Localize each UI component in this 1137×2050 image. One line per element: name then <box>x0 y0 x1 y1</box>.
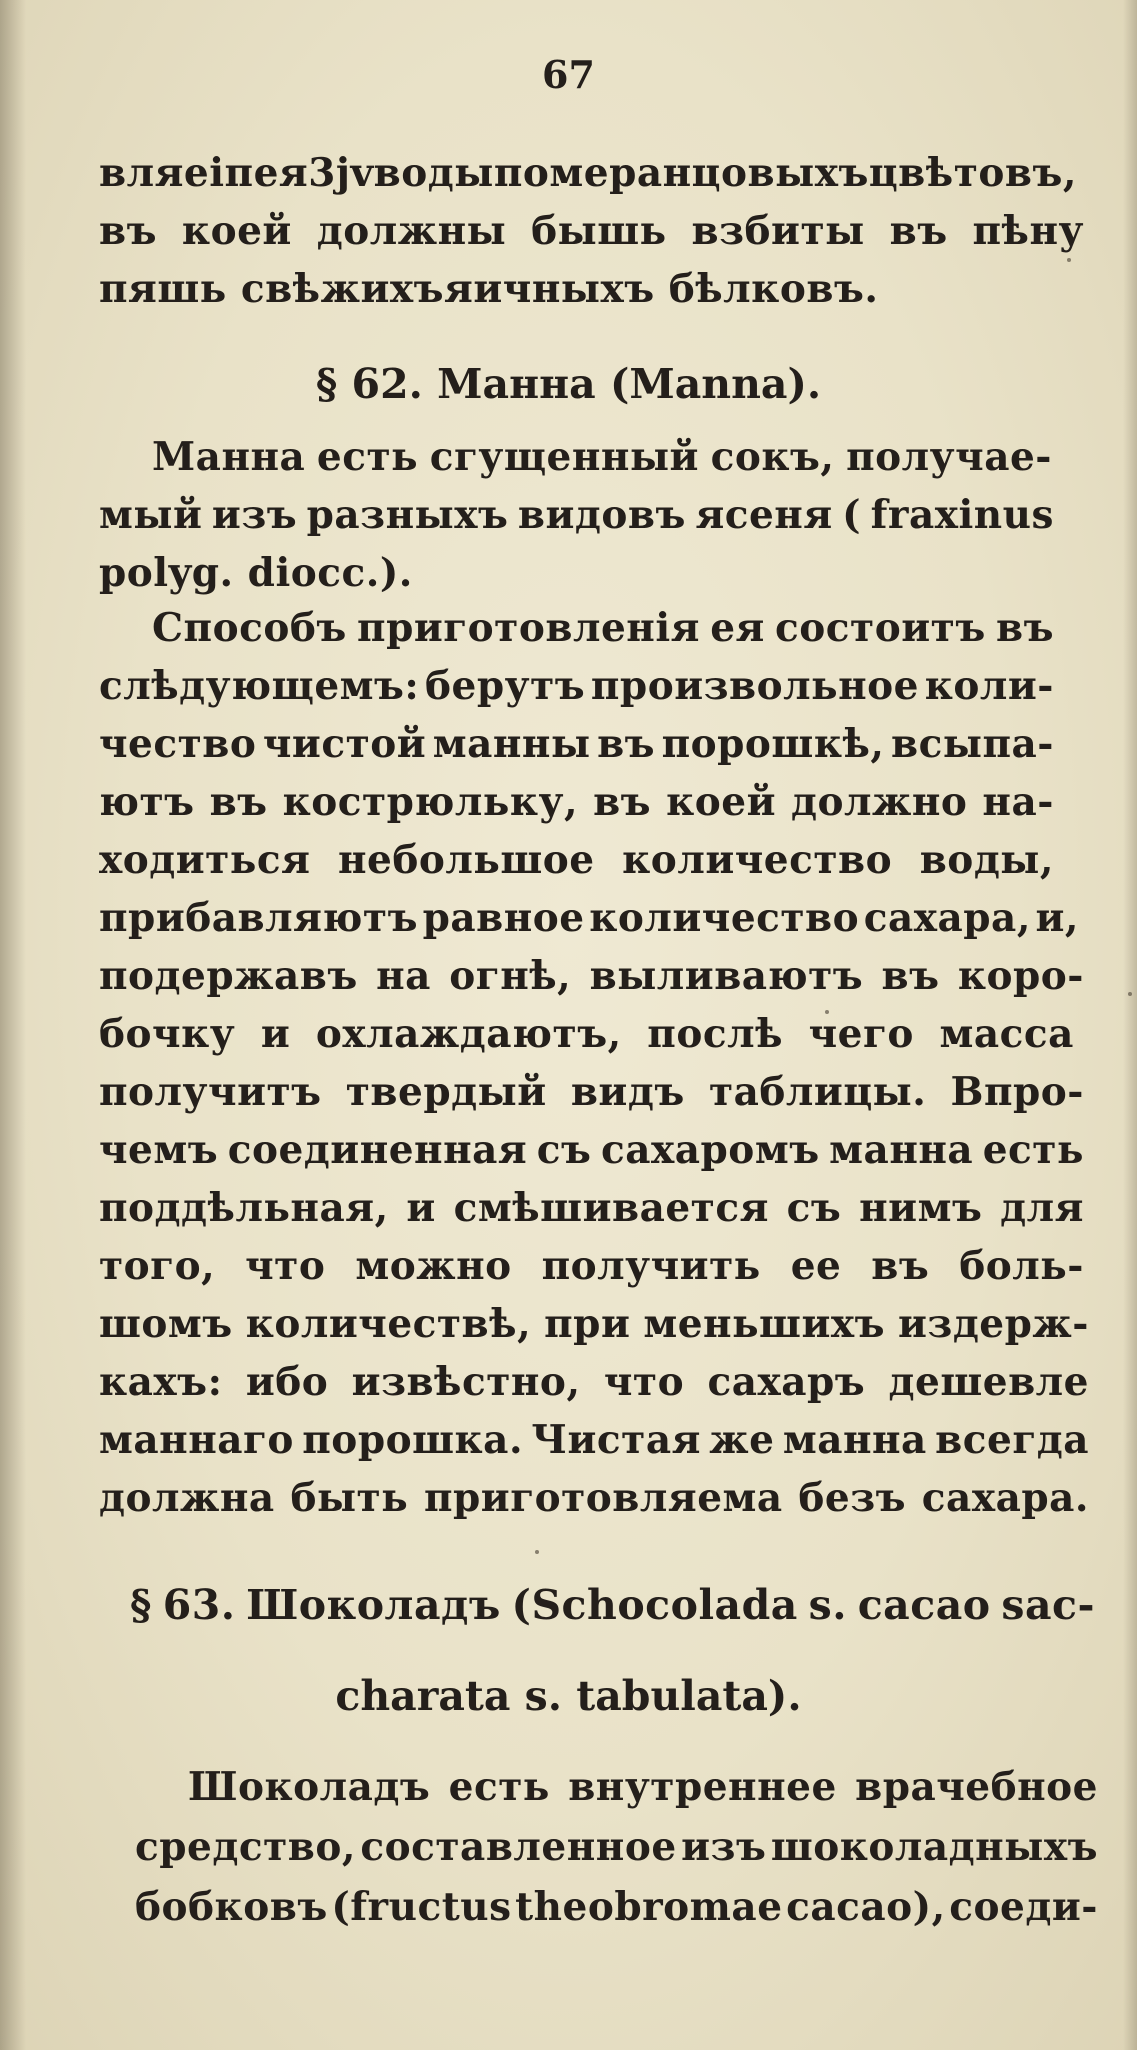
text-line: бобковъ (fructus theobromae cacao), соеди- <box>135 1884 1098 1930</box>
page-edge-shadow <box>1123 0 1137 2050</box>
text-line: Манна есть сгущенный сокъ, получае- <box>152 434 1052 480</box>
text-line: средство, составленное изъ шоколадныхъ <box>135 1824 1098 1870</box>
text-line: ходиться небольшое количество воды, <box>99 837 1054 883</box>
section-heading-63-continued: charata s. tabulata). <box>335 1672 802 1720</box>
section-heading-62: § 62. Манна (Manna). <box>315 360 822 408</box>
spine-shadow <box>0 0 26 2050</box>
page-number: 67 <box>542 52 595 97</box>
section-heading-63: § 63. Шоколадъ (Schocolada s. cacao sac- <box>130 1581 1095 1629</box>
text-line: бочку и охлаждаютъ, послѣ чего масса <box>99 1011 1074 1057</box>
text-line: чество чистой манны въ порошкѣ, всыпа- <box>99 721 1054 767</box>
text-line: прибавляютъ равное количество сахара, и, <box>99 895 1079 941</box>
ink-speck <box>1128 992 1132 996</box>
text-line: мый изъ разныхъ видовъ ясеня ( fraxinus <box>99 492 1054 538</box>
text-line: подержавъ на огнѣ, выливаютъ въ коро- <box>99 953 1084 999</box>
ink-speck <box>535 1550 539 1554</box>
text-line: должна быть приготовляема безъ сахара. <box>99 1475 1089 1521</box>
text-line: ютъ въ кострюльку, въ коей должно на- <box>99 779 1054 825</box>
text-line: того, что можно получить ее въ боль- <box>99 1243 1084 1289</box>
text-line: вляеіпея 3jv воды померанцовыхъ цвѣтовъ, <box>99 150 1077 196</box>
text-line: получитъ твердый видъ таблицы. Впро- <box>99 1069 1084 1115</box>
text-line: Способъ приготовленія ея состоитъ въ <box>152 605 1054 651</box>
ink-speck <box>1067 258 1071 262</box>
text-line: polyg. diocc.). <box>99 550 413 596</box>
text-line: шомъ количествѣ, при меньшихъ издерж- <box>99 1301 1089 1347</box>
text-line: чемъ соединенная съ сахаромъ манна есть <box>99 1127 1084 1173</box>
text-line: маннаго порошка. Чистая же манна всегда <box>99 1417 1089 1463</box>
text-line: Шоколадъ есть внутреннее врачебное <box>188 1764 1098 1810</box>
text-line: кахъ: ибо извѣстно, что сахаръ дешевле <box>99 1359 1089 1405</box>
text-line: въ коей должны бышь взбиты въ пѣну <box>99 208 1084 254</box>
text-line: поддѣльная, и смѣшивается съ нимъ для <box>99 1185 1084 1231</box>
text-line: слѣдующемъ: берутъ произвольное коли- <box>99 663 1054 709</box>
text-line: пяшь свѣжихъяичныхъ бѣлковъ. <box>99 266 879 312</box>
